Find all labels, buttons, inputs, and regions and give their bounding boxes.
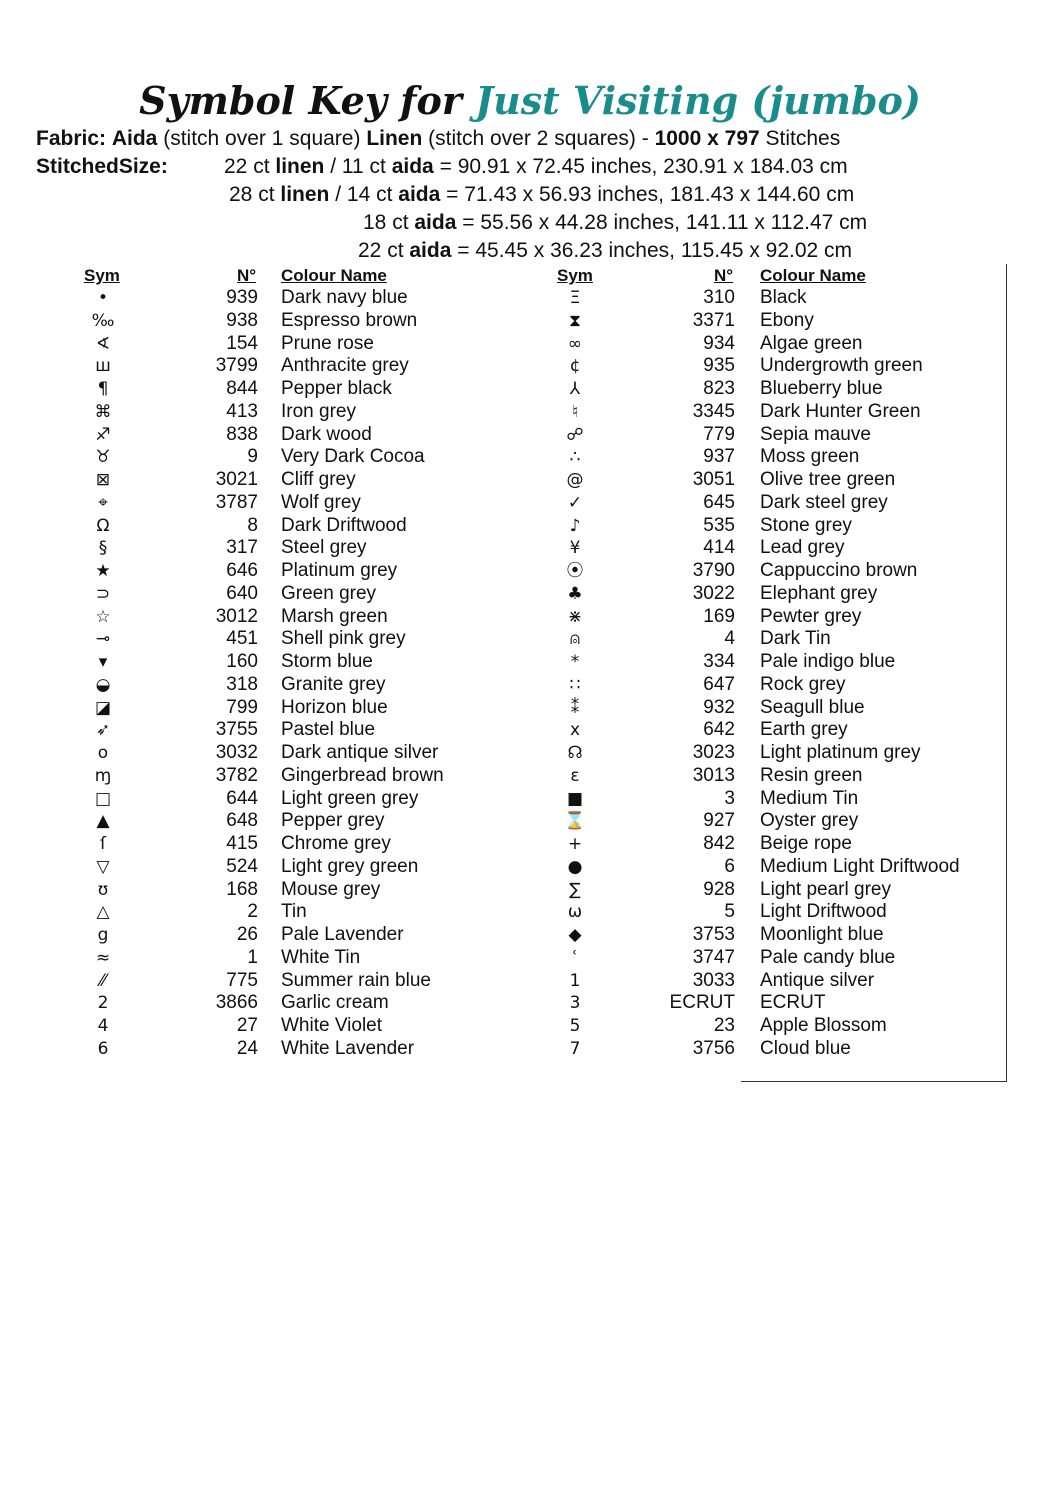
colour-name: Dark antique silver [281,742,439,763]
colour-name: Anthracite grey [281,355,409,377]
symbol-icon: ✓ [567,492,583,513]
colour-name: Very Dark Cocoa [281,446,425,468]
floss-number: 3023 [692,742,735,763]
symbol-icon: ʿ [572,947,578,968]
floss-number: 646 [226,560,258,581]
floss-number: 779 [703,423,735,445]
colour-name: Light pearl grey [760,878,891,900]
fabric-aida-note: (stitch over 1 square) [163,127,361,150]
floss-number: 3747 [692,946,735,968]
floss-number: 3799 [215,355,258,377]
floss-number: 169 [703,605,735,627]
symbol-icon: ◒ [95,674,111,695]
colour-name: Moss green [760,446,860,468]
fabric-linen-note: (stitch over 2 squares) - [428,127,649,150]
page-title [0,78,1060,123]
header-name-right: Colour Name [760,266,866,285]
floss-number: 23 [713,1015,735,1036]
fabric-linen: Linen [366,127,423,150]
symbol-icon: ⊠ [95,470,111,490]
symbol-icon: ▽ [96,856,110,877]
floss-number: 932 [703,696,735,718]
symbol-icon: ⧗ [569,310,581,331]
size-fabric: aida [409,239,452,262]
symbol-icon: + [567,834,583,854]
colour-name: Light green grey [281,787,419,809]
colour-name: Apple Blossom [760,1015,887,1036]
symbol-icon: ◆ [568,925,582,945]
size-ct: 22 ct [224,155,270,178]
symbol-icon: @ [566,470,584,490]
colour-name: Light Driftwood [760,901,887,923]
title-prefix: Symbol Key for [139,78,462,123]
colour-name: Dark Hunter Green [760,400,921,422]
floss-number: 310 [703,287,735,308]
floss-number: 3790 [692,560,735,581]
symbol-icon: ⌘ [94,401,112,422]
symbol-icon: 3 [569,993,581,1014]
colour-name: Black [760,287,807,308]
colour-name: Green grey [281,582,377,604]
colour-name: Steel grey [281,537,367,559]
colour-name: Cappuccino brown [760,560,918,581]
size-fabric: linen [280,183,330,206]
symbol-icon: x [569,720,581,741]
floss-number: 5 [724,901,735,923]
colour-name: Light grey green [281,855,419,877]
symbol-icon: ➶ [95,720,111,741]
floss-number: 1 [247,946,258,968]
colour-name: White Lavender [281,1037,415,1059]
symbol-icon: ε [570,765,580,786]
colour-name: Lead grey [760,537,845,559]
symbol-icon: ■ [566,788,584,809]
symbol-icon: 1 [569,970,581,991]
symbol-icon: ɱ [94,765,112,786]
floss-number: 644 [226,787,258,809]
floss-number: 24 [236,1037,258,1059]
symbol-icon: ∑ [569,879,581,900]
floss-number: 160 [226,651,258,672]
colour-name: Gingerbread brown [281,764,444,786]
floss-number: 648 [226,810,258,832]
floss-number: 3022 [692,582,735,604]
colour-name: Platinum grey [281,560,398,581]
colour-name: Dark navy blue [281,287,408,308]
symbol-icon: ☆ [95,606,111,627]
floss-number: 26 [236,924,258,945]
symbol-icon: 7 [569,1038,581,1059]
symbol-icon: ♣ [567,583,583,604]
size-ct2: / 11 ct [330,155,386,178]
symbol-icon: ∞ [567,333,583,354]
floss-number: 317 [226,537,258,559]
symbol-icon: • [97,288,109,308]
symbol-icon: ⅄ [569,379,581,399]
colour-name: Blueberry blue [760,378,883,399]
fabric-aida: Aida [111,127,158,150]
symbol-icon: ☍ [566,424,584,445]
symbol-icon: ш [95,356,111,377]
size-values: = 71.43 x 56.93 inches, 181.43 x 144.60 cm [446,183,855,206]
symbol-icon: ♉ [95,447,111,468]
symbol-icon: 6 [97,1038,109,1059]
symbol-icon: ‰ [91,310,115,331]
symbol-icon: * [570,652,580,672]
size-values: = 90.91 x 72.45 inches, 230.91 x 184.03 cm [439,155,848,178]
symbol-icon: g [97,925,109,945]
symbol-icon: ● [567,856,583,877]
colour-name: Pewter grey [760,605,862,627]
fabric-line [36,127,840,151]
symbol-icon: ∴ [569,447,581,468]
floss-number: 934 [703,332,735,354]
colour-name: Shell pink grey [281,628,406,650]
colour-name: Antique silver [760,969,875,991]
colour-name: Beige rope [760,833,852,854]
floss-number: 27 [236,1015,258,1036]
colour-name: Rock grey [760,673,846,695]
symbol-icon: ⊃ [95,583,111,604]
floss-number: 3756 [692,1037,735,1059]
floss-number: 3033 [692,969,735,991]
symbol-icon: ♪ [569,515,581,536]
colour-name: Moonlight blue [760,924,884,945]
floss-number: 413 [226,400,258,422]
colour-name: Sepia mauve [760,423,871,445]
symbol-icon: ¥ [569,538,581,559]
floss-number: 3051 [692,469,735,490]
header-name-left: Colour Name [281,266,387,285]
floss-number: 3 [724,787,735,809]
colour-name: Pepper grey [281,810,385,832]
size-line-2 [229,183,854,207]
floss-number: 9 [247,446,258,468]
floss-number: 928 [703,878,735,900]
symbol-icon: ⌖ [98,492,108,513]
colour-name: Storm blue [281,651,373,672]
colour-name: Resin green [760,764,863,786]
colour-name: Iron grey [281,400,356,422]
symbol-icon: □ [94,788,112,809]
floss-number: 844 [226,378,258,399]
colour-name: Prune rose [281,332,374,354]
floss-number: 842 [703,833,735,854]
size-ct: 22 ct [358,239,404,262]
floss-number: 645 [703,491,735,513]
size-line-3 [363,211,867,235]
floss-number: 3787 [215,491,258,513]
size-line-1 [224,155,848,179]
floss-number: 935 [703,355,735,377]
colour-name: Wolf grey [281,491,361,513]
floss-number: 799 [226,696,258,718]
pattern-name: Just Visiting (jumbo) [475,78,921,123]
colour-name: Tin [281,901,307,923]
symbol-icon: ★ [95,561,111,581]
symbol-icon: o [97,743,109,763]
size-label: StitchedSize: [36,155,168,178]
colour-name: Dark Tin [760,628,831,650]
colour-name: Pastel blue [281,719,376,741]
floss-number: 4 [724,628,735,650]
stitches-label: Stitches [765,127,841,150]
size-values: = 55.56 x 44.28 inches, 141.11 x 112.47 cm [462,211,868,234]
floss-number: 8 [247,514,258,536]
colour-name: Pale Lavender [281,924,404,945]
colour-name: Chrome grey [281,833,391,854]
symbol-icon: ▲ [96,811,110,832]
colour-name: Horizon blue [281,696,388,718]
colour-name: Dark wood [281,423,372,445]
symbol-icon: ¢ [569,356,581,377]
size-ct: 18 ct [363,211,409,234]
symbol-icon: 2 [97,993,109,1014]
colour-name: Medium Light Driftwood [760,855,960,877]
symbol-icon: ⊸ [95,629,111,650]
colour-name: Light platinum grey [760,742,921,763]
symbol-icon: ◪ [94,697,112,718]
size-fabric: aida [414,211,457,234]
floss-number: 3782 [215,764,258,786]
floss-number: 318 [226,673,258,695]
floss-number: 535 [703,514,735,536]
colour-name: Pepper black [281,378,392,399]
symbol-icon: Ξ [569,288,581,308]
floss-number: 524 [226,855,258,877]
colour-name: Granite grey [281,673,386,695]
colour-name: Dark Driftwood [281,514,407,536]
floss-number: 3753 [692,924,735,945]
colour-name: Dark steel grey [760,491,888,513]
size-line-4 [358,239,852,263]
stitch-dims: 1000 x 797 [654,127,760,150]
size-values: = 45.45 x 36.23 inches, 115.45 x 92.02 cm [457,239,853,262]
symbol-icon: ʊ [97,879,109,900]
symbol-icon: § [98,538,108,559]
floss-number: 154 [226,332,258,354]
colour-name: Stone grey [760,514,852,536]
floss-number: 775 [226,969,258,991]
colour-name: Medium Tin [760,787,859,809]
floss-number: 3866 [215,992,258,1014]
symbol-icon: ⁑ [570,697,580,718]
symbol-icon: ⋇ [567,606,583,627]
symbol-icon: 4 [97,1016,109,1036]
size-ct2: / 14 ct [335,183,393,206]
colour-name: ECRUT [760,992,826,1014]
fabric-label: Fabric: [36,127,107,150]
floss-number: ECRUT [669,992,735,1014]
size-fabric2: aida [391,155,434,178]
colour-name: Summer rain blue [281,969,431,991]
floss-number: 168 [226,878,258,900]
colour-name: White Tin [281,946,361,968]
floss-number: 838 [226,423,258,445]
symbol-icon: ⍝ [569,629,581,650]
symbol-icon: ▾ [98,652,108,672]
size-fabric2: aida [398,183,441,206]
colour-name: Algae green [760,332,863,354]
header-num-left: N° [237,266,257,285]
symbol-icon: ♮ [571,401,579,422]
header-sym-left: Sym [84,266,120,285]
symbol-icon: Ω [96,515,110,536]
symbol-icon: ∢ [95,333,111,354]
symbol-icon: ∷ [569,674,581,695]
colour-name: Mouse grey [281,878,381,900]
floss-number: 939 [226,287,258,308]
floss-number: 3013 [692,764,735,786]
floss-number: 927 [703,810,735,832]
floss-number: 415 [226,833,258,854]
floss-number: 3345 [692,400,735,422]
colour-name: Undergrowth green [760,355,923,377]
header-sym-right: Sym [557,266,593,285]
floss-number: 451 [226,628,258,650]
floss-number: 334 [703,651,735,672]
colour-name: Oyster grey [760,810,859,832]
table-border-right [1006,264,1007,1082]
size-ct: 28 ct [229,183,275,206]
size-fabric: linen [275,155,325,178]
colour-name: Ebony [760,309,814,331]
floss-number: 2 [247,901,258,923]
colour-name: Seagull blue [760,696,865,718]
colour-name: Marsh green [281,605,388,627]
symbol-icon: ⦿ [566,561,584,581]
colour-name: Cliff grey [281,469,356,490]
floss-number: 938 [226,309,258,331]
symbol-icon: ≈ [95,947,111,968]
symbol-icon: 5 [569,1016,581,1036]
symbol-icon: ¶ [97,379,109,399]
floss-number: 642 [703,719,735,741]
colour-name: Cloud blue [760,1037,851,1059]
symbol-icon: ♐ [95,424,111,445]
symbol-icon: ⁄⁄ [100,970,106,991]
floss-number: 3371 [692,309,735,331]
floss-number: 823 [703,378,735,399]
floss-number: 414 [703,537,735,559]
symbol-icon: ω [567,902,583,923]
floss-number: 3755 [215,719,258,741]
floss-number: 640 [226,582,258,604]
floss-number: 937 [703,446,735,468]
floss-number: 6 [724,855,735,877]
floss-number: 3012 [215,605,258,627]
colour-name: Elephant grey [760,582,878,604]
header-num-right: N° [714,266,734,285]
symbol-icon: △ [96,902,110,923]
floss-number: 3032 [215,742,258,763]
colour-name: Earth grey [760,719,848,741]
colour-name: Pale indigo blue [760,651,896,672]
floss-number: 647 [703,673,735,695]
symbol-icon: ☊ [567,743,583,763]
colour-name: Espresso brown [281,309,418,331]
colour-name: Pale candy blue [760,946,896,968]
table-border-bottom [741,1081,1007,1082]
symbol-icon: ⌛ [564,811,586,832]
symbol-icon: ſ [100,834,106,854]
colour-name: White Violet [281,1015,383,1036]
colour-name: Garlic cream [281,992,389,1014]
colour-name: Olive tree green [760,469,896,490]
floss-number: 3021 [215,469,258,490]
